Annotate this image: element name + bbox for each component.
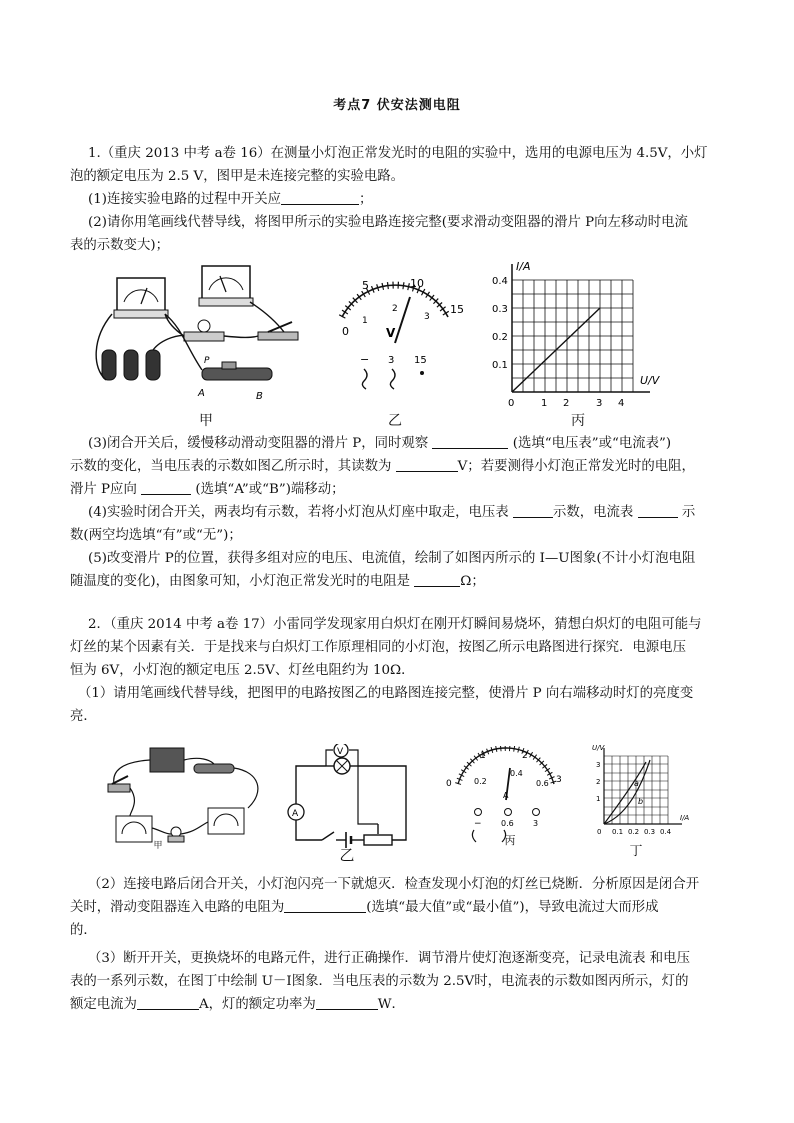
q2-am-tick-0: 0 xyxy=(446,779,452,789)
q2-figure-jia xyxy=(100,742,268,850)
q2-am-tick-3: 3 xyxy=(556,775,562,785)
q2-sub3-line3 xyxy=(70,993,700,1016)
q1-sub3-text-a: (3)闭合开关后，缓慢移动滑动变阻器的滑片 P，同时观察 xyxy=(88,436,429,451)
q1-sub3-line2 xyxy=(70,455,730,478)
q1-sub3-text-f: (选填“A”或“B”)端移动； xyxy=(195,482,345,497)
q2-am-tick-1: 1 xyxy=(480,751,486,761)
q1-graph-xtick-4: 4 xyxy=(618,398,625,409)
q2-figure-ding-graph xyxy=(582,744,698,840)
q1-graph-ytick-02: 0.2 xyxy=(492,332,508,343)
q1-sub2-line2: 表的示数变大)； xyxy=(70,238,169,253)
q2-sub3-text-c: W． xyxy=(377,997,405,1012)
q1-vm-tick-15: 15 xyxy=(450,303,464,316)
page-title: 考点7 伏安法测电阻 xyxy=(333,98,461,113)
q1-figure-bing-graph xyxy=(490,258,660,410)
q1-blank-1[interactable] xyxy=(281,190,359,205)
q1-caption-jia: 甲 xyxy=(199,413,213,429)
q1-sub3-text-c: 示数的变化，当电压表的示数如图乙所示时，其读数为 xyxy=(70,459,392,474)
q1-vm-symbol: V xyxy=(386,326,396,340)
q2-sub2-text-a: 关时，滑动变阻器连入电路的电阻为 xyxy=(70,900,285,915)
q1-vm-inner-3: 3 xyxy=(424,312,430,322)
q2-graph-curve-a: a xyxy=(634,779,639,788)
q2-graph-xtick-01: 0.1 xyxy=(612,828,624,836)
q2-figure-bing-ammeter xyxy=(444,746,570,844)
q1-sub5-line2 xyxy=(70,570,700,593)
q1-sub3-text-e: 滑片 P应向 xyxy=(70,482,137,497)
q2-schematic-v-symbol: V xyxy=(337,747,344,757)
q1-vm-inner-2: 2 xyxy=(392,304,398,314)
q1-figure-yi-voltmeter xyxy=(320,265,470,395)
q2-am-inner-06: 0.6 xyxy=(536,779,549,788)
q1-blank-5[interactable] xyxy=(414,572,460,587)
q1-vm-tick-0: 0 xyxy=(342,325,349,338)
q2-sub3-text-b: A，灯的额定功率为 xyxy=(198,997,316,1012)
q1-blank-3c[interactable] xyxy=(141,480,191,495)
q2-sub1-line1: （1）请用笔画线代替导线，把图甲的电路按图乙的电路图连接完整，使滑片 P 向右端移动时灯的亮度变 xyxy=(78,686,694,701)
q1-label-p: P xyxy=(204,356,210,366)
q2-graph-xtick-04: 0.4 xyxy=(660,828,672,836)
q2-intro-line1: 2．（重庆 2014 中考 a卷 17）小雷同学发现家用白炽灯在刚开灯瞬间易烧坏，猜想白炽灯的电阻可能与 xyxy=(88,617,702,632)
q1-caption-yi: 乙 xyxy=(388,413,402,429)
q2-sub1-line2: 亮． xyxy=(70,709,97,724)
q2-am-symbol: A xyxy=(503,791,509,800)
q1-vm-term-3: 3 xyxy=(388,355,395,366)
q1-blank-3b[interactable] xyxy=(396,457,458,472)
q1-sub4-text-a: (4)实验时闭合开关，两表均有示数，若将小灯泡从灯座中取走，电压表 xyxy=(88,505,509,520)
q2-graph-ytick-2: 2 xyxy=(596,778,601,786)
q2-am-inner-04: 0.4 xyxy=(510,769,523,778)
q1-blank-4a[interactable] xyxy=(513,503,553,518)
q2-graph-xtick-02: 0.2 xyxy=(628,828,640,836)
q1-figure-jia xyxy=(92,258,306,408)
q1-graph-ytick-03: 0.3 xyxy=(492,304,508,315)
q1-sub3-text-d: V；若要测得小灯泡正常发光时的电阻， xyxy=(457,459,695,474)
q2-am-inner-02: 0.2 xyxy=(474,777,487,786)
q1-vm-tick-10: 10 xyxy=(410,277,424,290)
q2-sub2-line2 xyxy=(70,896,730,919)
q1-graph-ylabel: I/A xyxy=(516,260,531,273)
q2-sub3-line1: （3）断开开关，更换烧坏的电路元件，进行正确操作．调节滑片使灯泡逐渐变亮，记录电流表 和电压 xyxy=(88,951,690,966)
q1-sub1-end: ； xyxy=(359,192,373,207)
q2-sub3-text-a: 额定电流为 xyxy=(70,997,137,1012)
q1-label-a: A xyxy=(198,388,205,399)
q2-intro-line3: 恒为 6V，小灯泡的额定电压 2.5V、灯丝电阻约为 10Ω． xyxy=(70,663,415,678)
q2-intro-line2: 灯丝的某个因素有关．于是找来与白炽灯工作原理相同的小灯泡，按图乙所示电路图进行探究．电源电压 xyxy=(70,640,686,655)
q2-graph-curve-b: b xyxy=(638,797,644,806)
q2-sub2-text-b: (选填“最大值”或“最小值”)，导致电流过大而形成 xyxy=(366,900,659,915)
q1-sub4-line1 xyxy=(88,501,718,524)
q1-sub1-text: (1)连接实验电路的过程中开关应 xyxy=(88,192,282,207)
q2-sub2-line3: 的． xyxy=(70,923,97,938)
q1-sub4-text-c: 示 xyxy=(681,505,696,520)
q2-graph-ylabel: U/V xyxy=(592,744,605,752)
q2-graph-ytick-3: 3 xyxy=(596,761,601,769)
q1-graph-xtick-0: 0 xyxy=(508,398,515,409)
q1-vm-tick-5: 5 xyxy=(362,279,369,292)
q1-graph-xtick-2: 2 xyxy=(563,398,570,409)
q2-graph-xlabel: I/A xyxy=(680,814,690,822)
q2-schematic-a-symbol: A xyxy=(292,809,299,819)
q1-vm-term-neg: − xyxy=(360,353,370,366)
q1-graph-ytick-01: 0.1 xyxy=(492,360,508,371)
q1-blank-4b[interactable] xyxy=(638,503,678,518)
q1-graph-ytick-04: 0.4 xyxy=(492,276,508,287)
q1-intro-line1: 1.（重庆 2013 中考 a卷 16）在测量小灯泡正常发光时的电阻的实验中，选用的电源电压为 4.5V，小灯 xyxy=(88,146,708,161)
q2-am-term-neg: − xyxy=(474,819,482,829)
q1-sub3-line3 xyxy=(70,478,700,501)
q2-caption-ding: 丁 xyxy=(629,844,643,859)
q1-sub5-line1: (5)改变滑片 P的位置，获得多组对应的电压、电流值，绘制了如图丙所示的 I—U图象(不计小灯泡电阻 xyxy=(88,551,696,566)
q2-graph-xtick-03: 0.3 xyxy=(644,828,656,836)
q1-graph-xlabel: U/V xyxy=(640,374,660,387)
q1-sub3-line1 xyxy=(88,432,718,455)
q2-blank-3a[interactable] xyxy=(137,995,199,1010)
q1-sub4-line2: 数(两空均选填“有”或“无”)； xyxy=(70,528,242,543)
q1-vm-term-15: 15 xyxy=(414,355,427,366)
q1-sub1 xyxy=(88,188,718,211)
q1-graph-xtick-1: 1 xyxy=(541,398,548,409)
q2-am-tick-2: 2 xyxy=(522,751,528,761)
q1-sub2-line1: (2)请你用笔画线代替导线，将图甲所示的实验电路连接完整(要求滑动变阻器的滑片 P向左移动时电流 xyxy=(88,215,688,230)
q1-label-b: B xyxy=(256,391,263,402)
q2-graph-xtick-0: 0 xyxy=(597,828,602,836)
q1-blank-3a[interactable] xyxy=(432,434,508,449)
q1-sub3-text-b: (选填“电压表”或“电流表”) xyxy=(512,436,672,451)
q2-blank-3b[interactable] xyxy=(316,995,378,1010)
q2-blank-2[interactable] xyxy=(284,898,366,913)
q2-graph-ytick-1: 1 xyxy=(596,795,601,803)
q1-vm-inner-1: 1 xyxy=(362,316,368,326)
q1-graph-xtick-3: 3 xyxy=(596,398,603,409)
q2-caption-yi: 乙 xyxy=(339,846,355,864)
q2-caption-jia: 甲 xyxy=(153,841,163,851)
q2-am-term-06: 0.6 xyxy=(501,819,514,828)
q1-sub5-text-a: 随温度的变化)，由图象可知，小灯泡正常发光时的电阻是 xyxy=(70,574,410,589)
q2-am-term-3: 3 xyxy=(533,819,539,828)
q1-intro-line2: 泡的额定电压为 2.5 V，图甲是未连接完整的实验电路。 xyxy=(70,169,405,184)
q2-sub3-line2: 表的一系列示数，在图丁中绘制 U－I图象．当电压表的示数为 2.5V时，电流表的示数如图丙所示，灯的 xyxy=(70,974,689,989)
q2-figure-yi-schematic xyxy=(276,744,416,856)
q2-sub2-line1: （2）连接电路后闭合开关，小灯泡闪亮一下就熄灭．检查发现小灯泡的灯丝已烧断．分析原因是闭合开 xyxy=(88,877,700,892)
q1-sub5-text-b: Ω； xyxy=(460,574,485,589)
q1-sub4-text-b: 示数，电流表 xyxy=(552,505,634,520)
q1-caption-bing: 丙 xyxy=(571,413,585,429)
q2-caption-bing: 丙 xyxy=(504,834,516,847)
